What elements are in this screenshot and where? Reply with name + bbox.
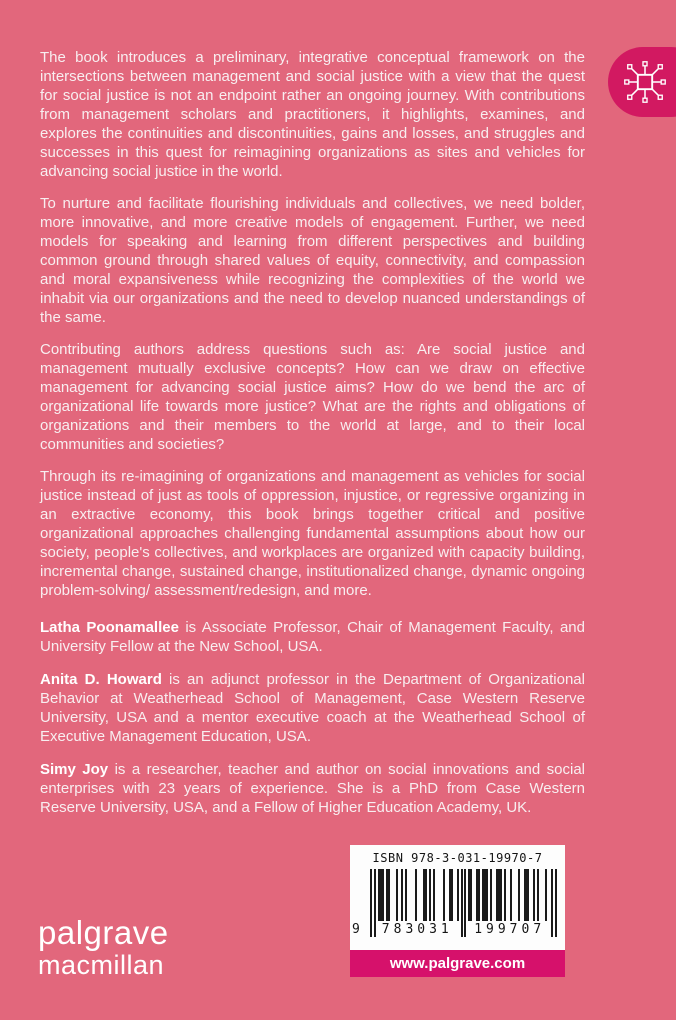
author-name: Anita D. Howard [40,671,162,688]
palgrave-macmillan-wordmark [38,916,169,980]
author-bios [40,618,585,817]
barcode-digits-right: 199707 [474,922,546,937]
synopsis-paragraph: The book introduces a preliminary, integrative conceptual framework on the intersections between management and social justice with a view that the quest for social justice is not an endpoint rather an ongoing journey. With contributions from management scholars and practitioners, it highlights, examines, and explores the continuities and discontinuities, gains and losses, and struggles and successes in this quest for reimagining organizations as sites and vehicles for advancing social justice in the world. [40,49,585,180]
barcode-digit-prefix: 9 [352,922,360,937]
author-name: Latha Poonamallee [40,619,179,636]
wordmark-line1: palgrave [38,914,169,951]
author-bio [40,618,585,656]
isbn-label: ISBN 978-3-031-19970-7 [372,851,543,865]
author-bio-text: is a researcher, teacher and author on social innovations and social enterprises with 23 years of experience. She is a PhD from Case Western Reserve University, USA, and a Fellow of Higher Education Academy, UK. [40,761,585,816]
author-bio-text: is an adjunct professor in the Department of Organizational Behavior at Weatherhead School of Management, Case Western Reserve University, USA and a mentor executive coach at the Weatherhead School of Executive Management Education, USA. [40,671,585,745]
barcode-digits-left: 783031 [381,922,453,937]
ean13-barcode [352,869,557,957]
synopsis-paragraph: To nurture and facilitate flourishing individuals and collectives, we need bolder, more innovative, and more creative models of engagement. Further, we need models for speaking and learning from different perspectives and building common ground through shared values of equity, connectivity, and compassion and moral expansiveness while recognizing the complexities of the world we inhabit via our organizations and the need to develop nuanced understandings of the same. [40,195,585,326]
publisher-brand-pill [608,47,676,117]
author-name: Simy Joy [40,761,109,778]
author-bio [40,760,585,817]
author-bio [40,670,585,746]
synopsis-paragraph: Through its re-imagining of organizations and management as vehicles for social justice instead of just as tools of oppression, injustice, or regressive organizing in an extractive economy, this book brings together critical and positive organizational approaches challenging fundamental assumptions about how our society, people's collectives, and workplaces are organized with capacity building, incremental change, sustained change, institutionalized change, dynamic ongoing problem-solving/ assessment/redesign, and more. [40,468,585,599]
publisher-website-url: www.palgrave.com [389,955,526,972]
isbn-block [350,845,565,950]
publisher-website-bar [350,950,565,977]
wordmark-line2: macmillan [38,950,165,980]
synopsis-paragraph: Contributing authors address questions such as: Are social justice and management mutually exclusive concepts? How can we draw on effective management for advancing social justice aims? How do we bend the arc of organizational life towards more justice? What are the rights and obligations of organizations and their members to the world at large, and to their local communities and societies? [40,341,585,453]
back-cover-text [40,48,585,831]
network-node-icon [622,59,668,105]
author-bio-text: is Associate Professor, Chair of Management Faculty, and University Fellow at the New School, USA. [40,619,585,655]
